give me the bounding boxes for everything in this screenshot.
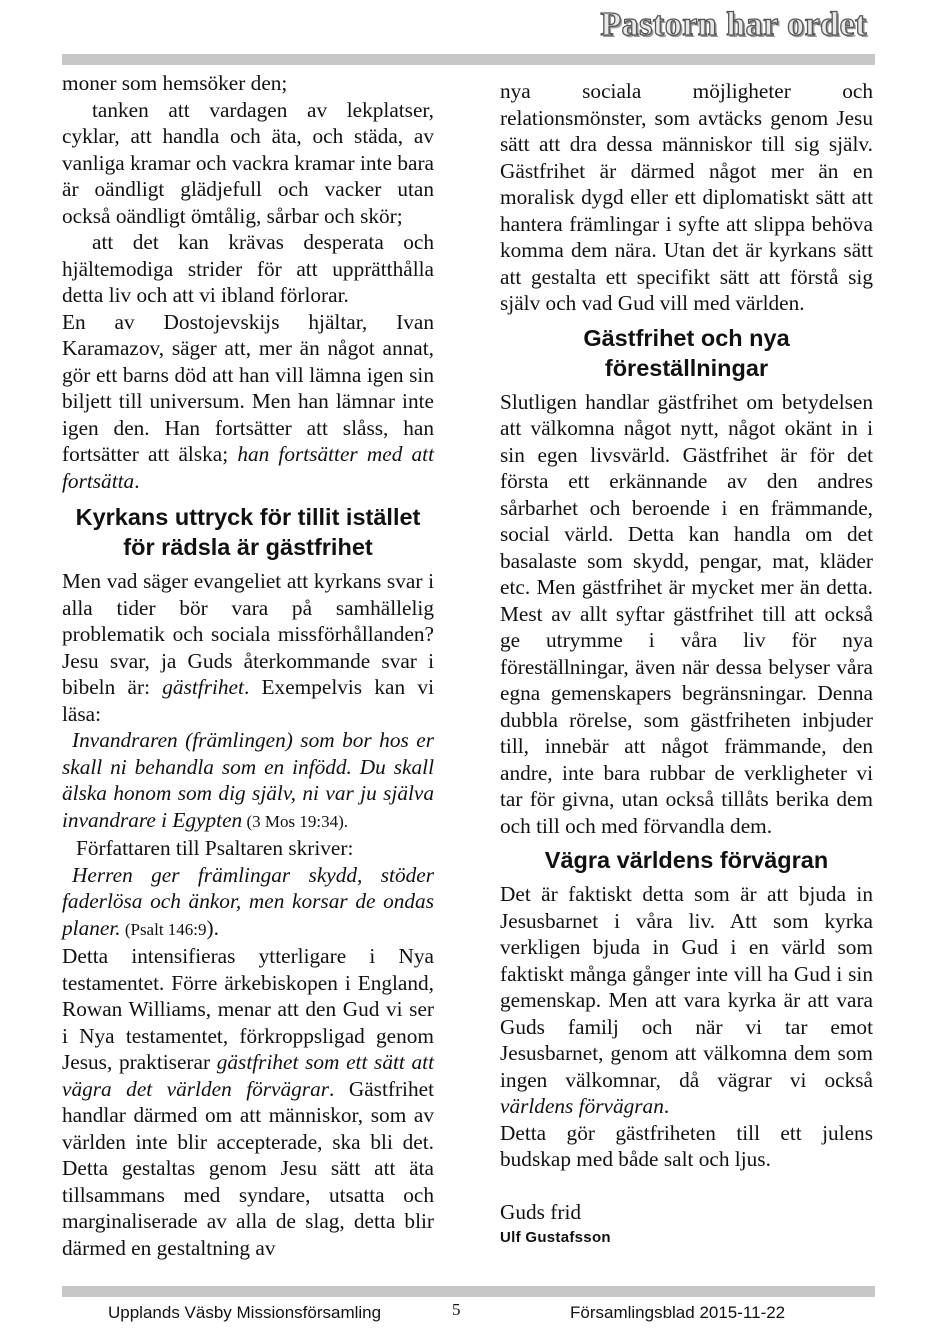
bible-quote: Herren ger främlingar skydd, stöder faderlösa och änkor, men korsar de ondas planer. (Psalt 146:9). bbox=[62, 862, 434, 940]
paragraph: att det kan krävas desperata och hjältemodiga strider för att upprätthålla detta liv och att vi ibland förlorar. bbox=[62, 230, 434, 307]
paragraph: Författaren till Psaltaren skriver: bbox=[76, 836, 354, 860]
header-rule bbox=[62, 54, 875, 65]
paragraph: nya sociala möjligheter och relationsmönster, som avtäcks genom Jesu sätt att dra dessa människor till sig själv. Gästfrihet är därmed något mer än en moralisk dygd eller ett diplomatiskt sätt att hantera främlingar i syfte att slippa behöva komma dem nära. Utan det är kyrkans sätt att gestalta ett specifikt sätt att förstå sig själv och vad Gud vill med världen. bbox=[500, 79, 873, 315]
article-heading: Gästfrihet och nya föreställningar bbox=[583, 324, 790, 381]
article-heading: Kyrkans uttryck för tillit istället för rädsla är gästfrihet bbox=[75, 504, 421, 560]
footer-organization: Upplands Väsby Missionsförsamling bbox=[108, 1303, 382, 1322]
signoff: Guds frid bbox=[500, 1199, 582, 1224]
paragraph: moner som hemsöker den; bbox=[62, 71, 288, 95]
paragraph: Detta intensifieras ytterligare i Nya testamentet. Förre ärkebiskopen i England, Rowan Williams, menar att den Gud vi ser i Nya testamentet, förkroppsligad genom Jesus, praktiserar gästfrihet som ett sätt att vägra det världen förvägrar. Gästfrihet handlar därmed om att människor, som av världen inte blir accepterade, ska bli det. Detta gestaltas genom Jesu sätt att äta tillsammans med syndare, utsatta och marginaliserade av alla de slag, detta blir därmed en gestaltning av bbox=[62, 944, 434, 1260]
left-column bbox=[62, 70, 434, 1261]
paragraph: En av Dostojevskijs hjältar, Ivan Karamazov, säger att, mer än något annat, gör ett barns död att han vill lämna igen sin biljett till universum. Men han lämnar inte igen den. Han fortsätter att slåss, han fortsätter att älska; han fortsätter med att fortsätta. bbox=[62, 309, 434, 493]
paragraph: Slutligen handlar gästfrihet om betydelsen att välkomna något nytt, något okänt in i sin egen livsvärld. Gästfrihet är för det första ett erkännande av den andres sårbarhet och beroende i en främmande, social värld. Detta kan handla om det basalaste som skydd, pengar, mat, kläder etc. Men gästfrihet är mycket mer än detta. Mest av allt syftar gästfrihet till att också ge utrymme i våra liv för nya föreställningar, även när dessa belyser våra egna gemenskapers begränsningar. Denna dubbla rörelse, som gästfriheten inbjuder till, innebär att något främmande, den andre, inte bara rubbar de verkligheter vi tar för givna, utan också tillåts berika dem och till och med förvandla dem. bbox=[500, 389, 873, 838]
footer-issue: Församlingsblad 2015-11-22 bbox=[570, 1303, 786, 1322]
article-heading: Vägra världens förvägran bbox=[544, 847, 829, 873]
right-column bbox=[500, 78, 873, 1252]
bible-quote: Invandraren (främlingen) som bor hos er skall ni behandla som en infödd. Du skall älska honom som dig själv, ni var ju själva invandrare i Egypten (3 Mos 19:34). bbox=[62, 728, 434, 832]
footer-rule bbox=[62, 1286, 875, 1297]
author-signature: Ulf Gustafsson bbox=[500, 1229, 611, 1246]
page-number: 5 bbox=[452, 1300, 461, 1319]
paragraph: Men vad säger evangeliet att kyrkans svar i alla tider bör vara på samhällelig problematik och sociala missförhållanden? Jesu svar, ja Guds återkommande svar i bibeln är: gästfrihet. Exempelvis kan vi läsa: bbox=[62, 569, 434, 726]
section-title: Pastorn har ordet bbox=[600, 6, 867, 43]
paragraph: Detta gör gästfriheten till ett julens budskap med både salt och ljus. bbox=[500, 1120, 873, 1171]
paragraph: tanken att vardagen av lekplatser, cyklar, att handla och äta, och städa, av vanliga kramar och vackra kramar inte bara är oändligt glädjefull och vacker utan också oändligt ömtålig, sårbar och skör; bbox=[62, 97, 434, 228]
paragraph: Det är faktiskt detta som är att bjuda in Jesusbarnet i våra liv. Att som kyrka verkligen bjuda in Gud i en värld som faktiskt många gånger inte vill ha Gud i sin gemenskap. Men att vara kyrka är att vara Guds familj och när vi tar emot Jesusbarnet, genom att välkomna dem som ingen välkomnar, då vägrar vi också världens förvägran. bbox=[500, 882, 873, 1118]
